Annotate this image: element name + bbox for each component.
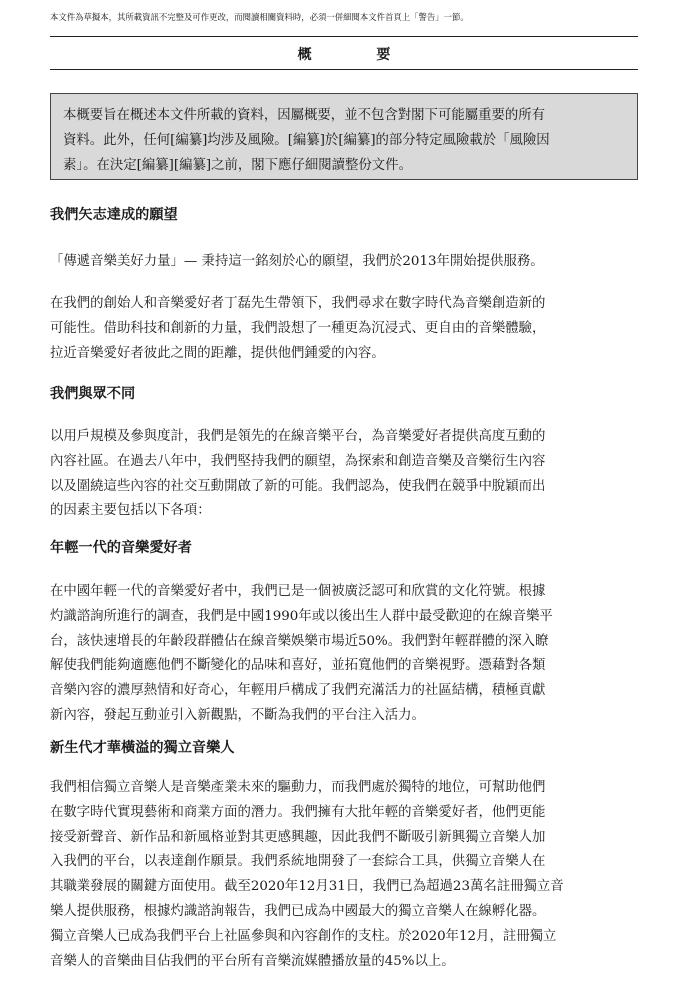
paragraph-line: 新內容，發起互動並引入新觀點，不斷為我們的平台注入活力。 bbox=[50, 707, 425, 723]
summary-line: 本概要旨在概述本文件所載的資料，因屬概要，並不包含對閣下可能屬重要的所有 bbox=[63, 108, 546, 123]
section-title-young-fans: 年輕一代的音樂愛好者 bbox=[50, 540, 192, 556]
summary-line: 資料。此外，任何[編纂]均涉及風險。[編纂]於[編纂]的部分特定風險載於「風險因 bbox=[63, 133, 550, 148]
page-title: 概 要 bbox=[297, 47, 421, 63]
paragraph-line: 樂人提供服務，根據灼識諮詢報告，我們已成為中國最大的獨立音樂人在線孵化器。 bbox=[50, 903, 546, 919]
paragraph-line: 「傳遞音樂美好力量」— 秉持這一銘刻於心的願望，我們於2013年開始提供服務。 bbox=[50, 254, 544, 269]
paragraph-line: 接受新聲音、新作品和新風格並對其更感興趣，因此我們不斷吸引新興獨立音樂人加 bbox=[50, 829, 546, 845]
paragraph-young-fans-1 bbox=[50, 580, 638, 729]
paragraph-indie-1 bbox=[50, 776, 638, 974]
paragraph-line: 以及圍繞這些內容的社交互動開啟了新的可能。我們認為，使我們在競爭中脫穎而出 bbox=[50, 478, 546, 494]
paragraph-line: 灼識諮詢所進行的調查，我們是中國1990年或以後出生人群中最受歡迎的在線音樂平 bbox=[50, 608, 553, 624]
summary-line: 素」。在決定[編纂][編纂]之前，閣下應仔細閱讀整份文件。 bbox=[63, 158, 412, 173]
paragraph-different-1 bbox=[50, 425, 638, 524]
paragraph-line: 在數字時代實現藝術和商業方面的潛力。我們擁有大批年輕的音樂愛好者，他們更能 bbox=[50, 804, 546, 820]
paragraph-line: 解使我們能夠適應他們不斷變化的品味和喜好，並拓寬他們的音樂視野。憑藉對各類 bbox=[50, 658, 546, 674]
paragraph-line: 拉近音樂愛好者彼此之間的距離，提供他們鍾愛的內容。 bbox=[50, 345, 385, 361]
paragraph-line: 的因素主要包括以下各項： bbox=[50, 503, 211, 519]
paragraph-line: 可能性。借助科技和創新的力量，我們設想了一種更為沉浸式、更自由的音樂體驗， bbox=[50, 320, 546, 336]
header-divider bbox=[50, 36, 638, 37]
draft-notice: 本文件為草擬本，其所載資訊不完整及可作更改，而閱讀相關資料時，必須一併細閱本文件首頁上「警告」一節。 bbox=[50, 12, 469, 22]
paragraph-line: 音樂人的音樂曲目佔我們的平台所有音樂流媒體播放量的45%以上。 bbox=[50, 953, 455, 969]
paragraph-line: 獨立音樂人已成為我們平台上社區參與和內容創作的支柱。於2020年12月，註冊獨立 bbox=[50, 928, 557, 944]
paragraph-aspiration-2 bbox=[50, 292, 638, 366]
paragraph-line: 音樂內容的濃厚熱情和好奇心，年輕用戶構成了我們充滿活力的社區結構，積極貢獻 bbox=[50, 683, 546, 699]
section-title-different: 我們與眾不同 bbox=[50, 386, 136, 402]
section-title-indie: 新生代才華橫溢的獨立音樂人 bbox=[50, 740, 235, 756]
paragraph-line: 台，該快速增長的年齡段群體佔在線音樂娛樂市場近50%。我們對年輕群體的深入瞭 bbox=[50, 633, 549, 649]
paragraph-line: 在中國年輕一代的音樂愛好者中，我們已是一個被廣泛認可和欣賞的文化符號。根據 bbox=[50, 584, 546, 599]
section-title-aspiration: 我們矢志達成的願望 bbox=[50, 207, 178, 223]
paragraph-line: 以用戶規模及參與度計，我們是領先的在線音樂平台，為音樂愛好者提供高度互動的 bbox=[50, 429, 546, 444]
summary-notice-box bbox=[50, 93, 638, 180]
paragraph-line: 其職業發展的關鍵方面使用。截至2020年12月31日，我們已為超過23萬名註冊獨立音 bbox=[50, 879, 564, 895]
paragraph-line: 在我們的創始人和音樂愛好者丁磊先生帶領下，我們尋求在數字時代為音樂創造新的 bbox=[50, 296, 546, 311]
title-divider bbox=[50, 69, 638, 70]
paragraph-line: 我們相信獨立音樂人是音樂產業未來的驅動力，而我們處於獨特的地位，可幫助他們 bbox=[50, 780, 546, 795]
paragraph-line: 內容社區。在過去八年中，我們堅持我們的願望，為探索和創造音樂及音樂衍生內容 bbox=[50, 453, 546, 469]
paragraph-aspiration-1 bbox=[50, 250, 638, 275]
paragraph-line: 入我們的平台，以表達創作願景。我們系統地開發了一套綜合工具，供獨立音樂人在 bbox=[50, 854, 546, 870]
